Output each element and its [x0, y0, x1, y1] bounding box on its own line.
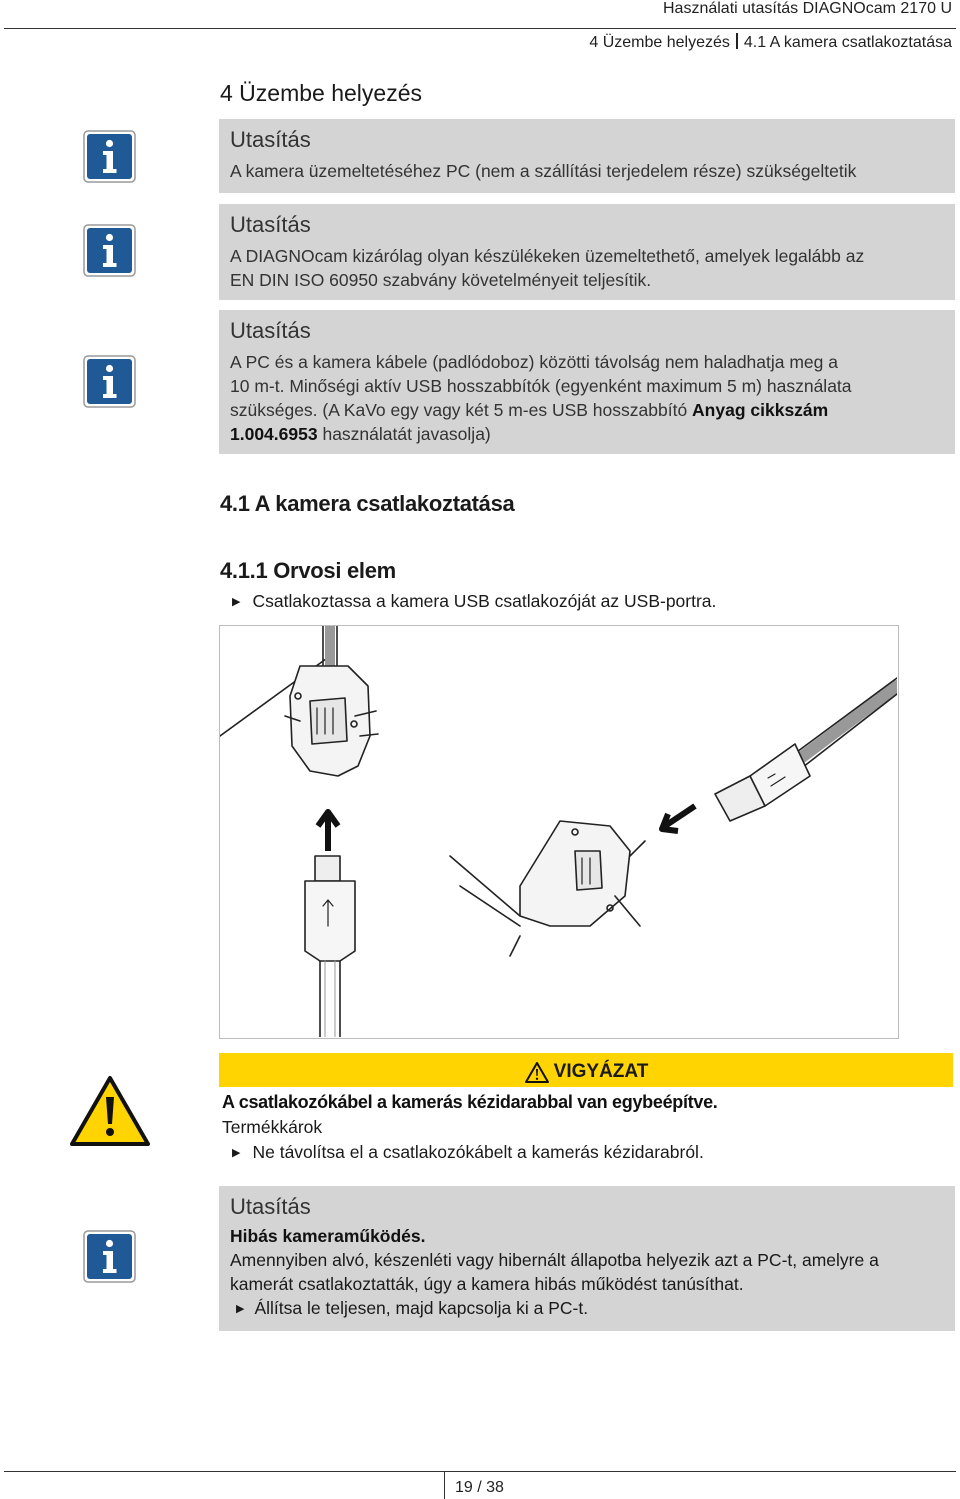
info-icon — [83, 355, 136, 408]
subsection-title: 4.1.1 Orvosi elem — [220, 558, 396, 583]
page-number: 19 / 38 — [455, 1479, 504, 1496]
section-title: 4.1 A kamera csatlakoztatása — [220, 491, 515, 516]
note-title: Utasítás — [230, 318, 311, 343]
note-line: A PC és a kamera kábele (padlódoboz) közötti távolság nem haladhatja meg a — [230, 352, 838, 372]
warning-consequence: Termékkárok — [222, 1117, 323, 1137]
article-number: 1.004.6953 — [230, 424, 318, 444]
footer-separator — [444, 1472, 445, 1499]
note-title: Utasítás — [230, 127, 311, 152]
note-box-pc-required — [219, 119, 955, 193]
usb-connection-figure — [219, 625, 899, 1039]
header-rule — [4, 28, 956, 29]
warning-label: VIGYÁZAT — [553, 1061, 649, 1082]
note-step — [230, 1296, 943, 1321]
note-text-run: használatát javasolja) — [317, 424, 491, 444]
running-subsection: 4.1 A kamera csatlakoztatása — [743, 34, 952, 51]
note-line: Amennyiben alvó, készenléti vagy hibernált állapotba helyezik azt a PC-t, amelyre a — [230, 1250, 879, 1270]
note-text-run: szükséges. (A KaVo egy vagy két 5 m-es USB hosszabbító — [230, 400, 693, 420]
document-title: Használati utasítás DIAGNOcam 2170 U — [662, 0, 952, 17]
step-bullet-icon: ▶ — [232, 1147, 241, 1159]
footer-rule — [4, 1471, 956, 1472]
note-text — [230, 244, 943, 292]
note-line: EN DIN ISO 60950 szabvány követelményeit teljesítik. — [230, 270, 652, 290]
chapter-title: 4 Üzembe helyezés — [220, 80, 422, 106]
note-text — [230, 1248, 943, 1321]
note-box-malfunction — [219, 1186, 955, 1331]
note-line — [230, 422, 943, 446]
step-text: Csatlakoztassa a kamera USB csatlakozóját az USB-portra. — [252, 591, 717, 611]
note-title: Utasítás — [230, 1194, 311, 1219]
article-number-label: Anyag cikkszám — [692, 400, 829, 420]
note-line: A DIAGNOcam kizárólag olyan készülékeken üzemeltethető, amelyek legalább az — [230, 246, 865, 266]
warning-step — [232, 1142, 704, 1163]
note-text — [230, 350, 943, 446]
note-box-standard — [219, 204, 955, 300]
warning-headline: A csatlakozókábel a kamerás kézidarabbal van egybeépítve. — [222, 1092, 718, 1112]
step-text: Ne távolítsa el a csatlakozókábelt a kamerás kézidarabról. — [252, 1142, 704, 1162]
note-line: kamerát csatlakoztatták, úgy a kamera hibás működést tanúsíthat. — [230, 1274, 744, 1294]
step-text: Állítsa le teljesen, majd kapcsolja ki a PC-t. — [254, 1298, 589, 1318]
header-separator — [736, 33, 738, 49]
step-bullet-icon: ▶ — [236, 1303, 245, 1315]
info-icon — [83, 224, 136, 277]
note-subtitle: Hibás kameraműködés. — [230, 1226, 426, 1246]
step-bullet-icon: ▶ — [232, 596, 241, 608]
running-header — [589, 33, 952, 52]
warning-banner — [219, 1053, 953, 1087]
warning-triangle-icon — [69, 1075, 151, 1147]
note-title: Utasítás — [230, 212, 311, 237]
info-icon — [83, 130, 136, 183]
note-line — [230, 398, 943, 422]
note-line: 10 m-t. Minőségi aktív USB hosszabbítók (egyenként maximum 5 m) használata — [230, 376, 852, 396]
note-text: A kamera üzemeltetéséhez PC (nem a szállítási terjedelem része) szükségeltetik — [230, 161, 857, 181]
warning-small-icon — [524, 1061, 550, 1084]
note-box-cable-length — [219, 310, 955, 454]
info-icon — [83, 1230, 136, 1283]
instruction-step — [232, 591, 716, 612]
running-section: 4 Üzembe helyezés — [589, 34, 730, 51]
usb-connection-illustration — [220, 626, 897, 1037]
